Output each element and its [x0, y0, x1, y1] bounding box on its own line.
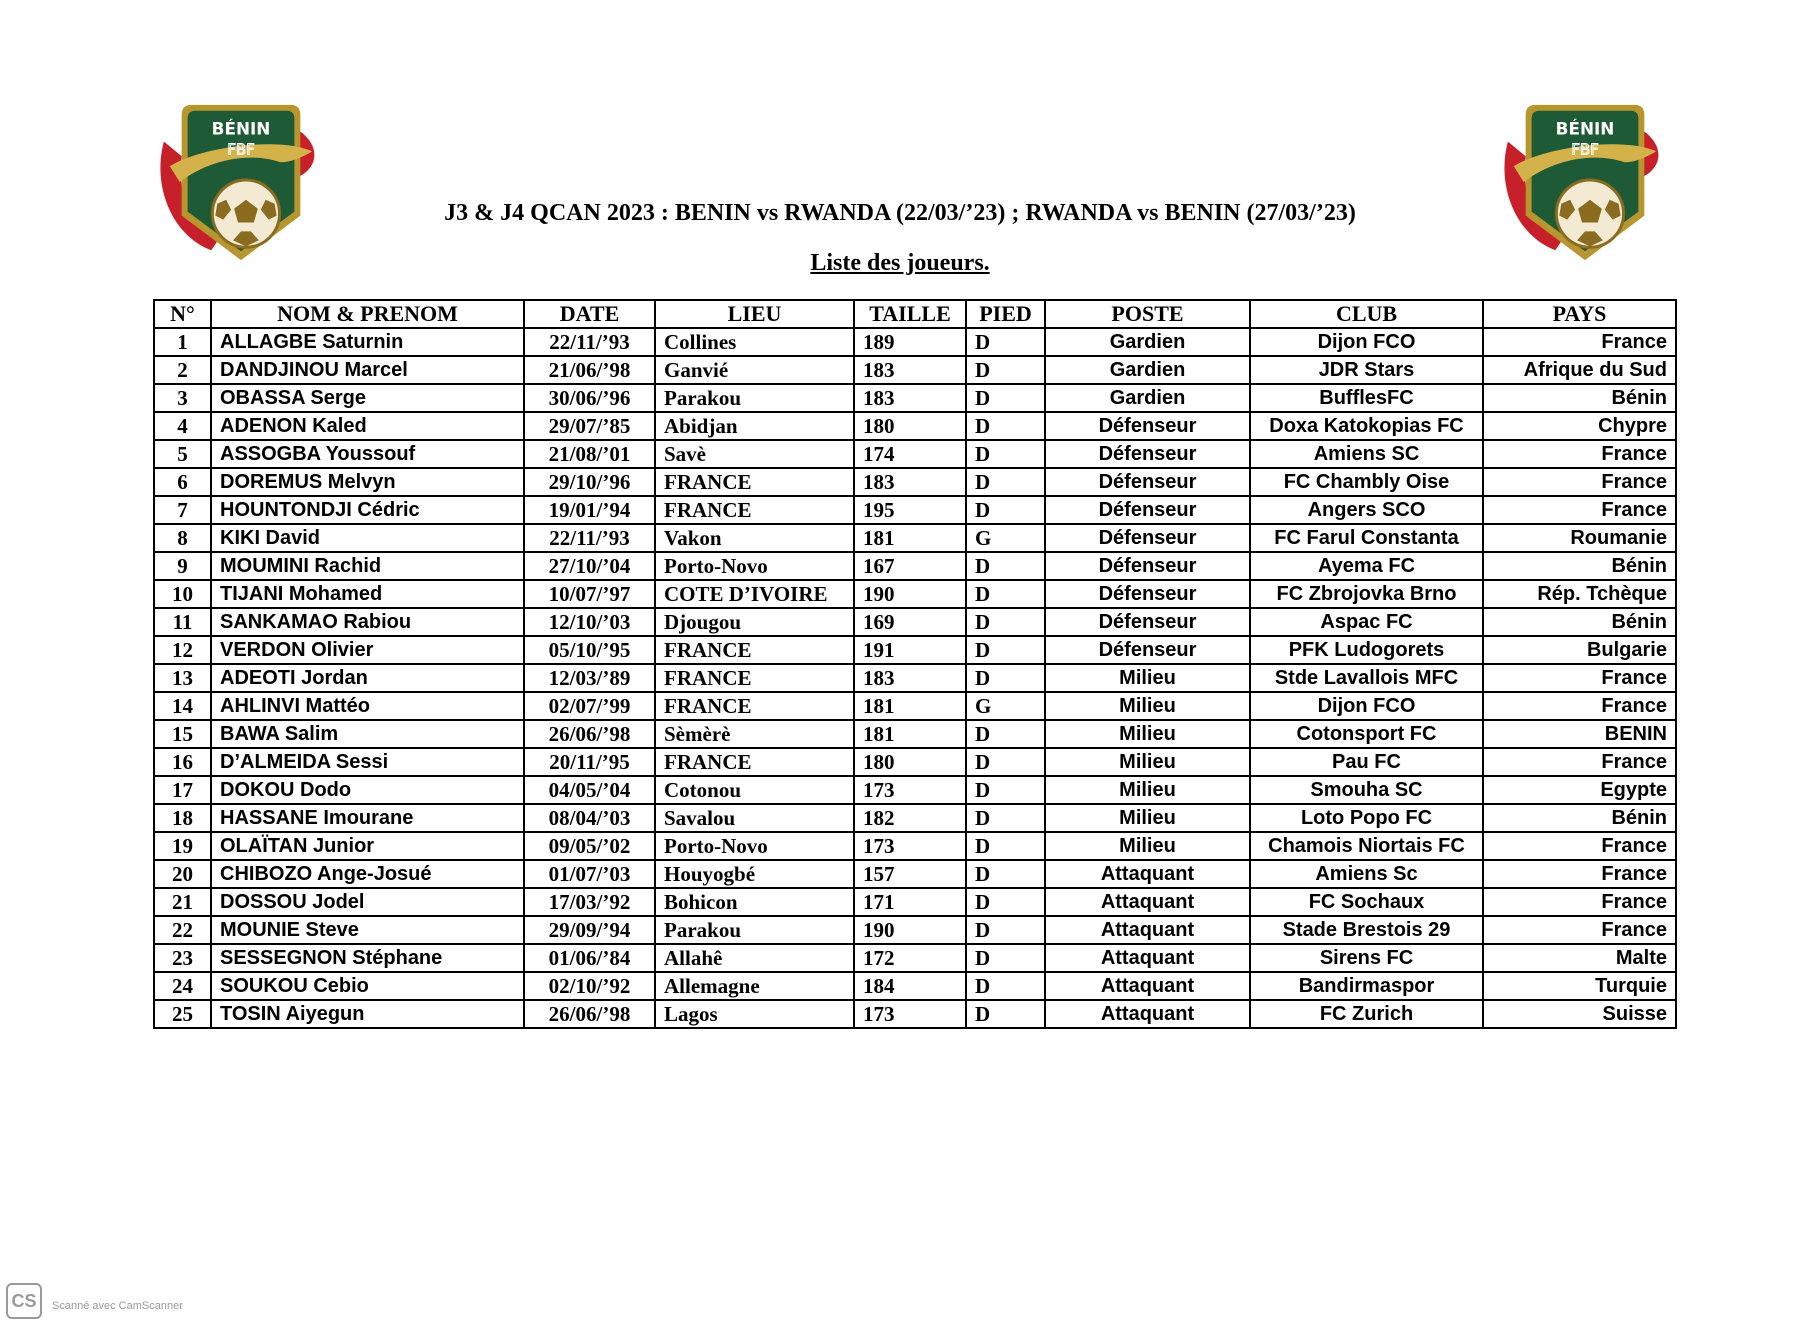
cell-name: OBASSA Serge — [211, 384, 524, 412]
cell-place: COTE D’IVOIRE — [655, 580, 854, 608]
cell-date: 21/08/’01 — [524, 440, 655, 468]
cell-foot: D — [966, 748, 1045, 776]
cell-height: 172 — [854, 944, 966, 972]
cell-country: Egypte — [1483, 776, 1676, 804]
cell-number: 22 — [154, 916, 211, 944]
cell-date: 29/09/’94 — [524, 916, 655, 944]
cell-number: 12 — [154, 636, 211, 664]
cell-foot: D — [966, 608, 1045, 636]
cell-number: 5 — [154, 440, 211, 468]
cell-country: Roumanie — [1483, 524, 1676, 552]
cell-number: 13 — [154, 664, 211, 692]
cell-club: FC Sochaux — [1250, 888, 1483, 916]
cell-country: Bénin — [1483, 384, 1676, 412]
cell-height: 181 — [854, 524, 966, 552]
cell-club: Loto Popo FC — [1250, 804, 1483, 832]
cell-number: 24 — [154, 972, 211, 1000]
table-row — [154, 888, 1676, 916]
cell-position: Défenseur — [1045, 496, 1250, 524]
table-row — [154, 356, 1676, 384]
cell-country: France — [1483, 328, 1676, 356]
cell-height: 184 — [854, 972, 966, 1000]
cell-position: Défenseur — [1045, 608, 1250, 636]
cell-place: FRANCE — [655, 496, 854, 524]
logo-bottom-text: FBF — [1571, 141, 1599, 159]
cell-place: Allahê — [655, 944, 854, 972]
cell-date: 20/11/’95 — [524, 748, 655, 776]
cell-place: Porto-Novo — [655, 552, 854, 580]
table-row — [154, 804, 1676, 832]
cell-foot: D — [966, 972, 1045, 1000]
cell-position: Milieu — [1045, 664, 1250, 692]
cell-number: 16 — [154, 748, 211, 776]
cell-height: 191 — [854, 636, 966, 664]
cell-name: TIJANI Mohamed — [211, 580, 524, 608]
cell-club: Amiens SC — [1250, 440, 1483, 468]
cell-date: 30/06/’96 — [524, 384, 655, 412]
cell-name: DOKOU Dodo — [211, 776, 524, 804]
table-row — [154, 384, 1676, 412]
cell-date: 19/01/’94 — [524, 496, 655, 524]
table-row — [154, 328, 1676, 356]
table-row — [154, 748, 1676, 776]
cell-foot: D — [966, 580, 1045, 608]
cell-place: Savè — [655, 440, 854, 468]
cell-place: Vakon — [655, 524, 854, 552]
cell-number: 18 — [154, 804, 211, 832]
fbf-logo-right — [1496, 96, 1674, 266]
cell-foot: D — [966, 860, 1045, 888]
cell-foot: D — [966, 356, 1045, 384]
cell-place: FRANCE — [655, 636, 854, 664]
cell-position: Attaquant — [1045, 916, 1250, 944]
cell-country: Suisse — [1483, 1000, 1676, 1028]
cell-club: Dijon FCO — [1250, 692, 1483, 720]
cell-club: Sirens FC — [1250, 944, 1483, 972]
cell-country: France — [1483, 860, 1676, 888]
cell-foot: D — [966, 1000, 1045, 1028]
cell-position: Défenseur — [1045, 636, 1250, 664]
cell-club: PFK Ludogorets — [1250, 636, 1483, 664]
cell-position: Défenseur — [1045, 580, 1250, 608]
cell-club: Dijon FCO — [1250, 328, 1483, 356]
cell-place: Lagos — [655, 1000, 854, 1028]
cell-date: 26/06/’98 — [524, 1000, 655, 1028]
cell-place: Bohicon — [655, 888, 854, 916]
cell-position: Milieu — [1045, 748, 1250, 776]
logo-top-text: BÉNIN — [211, 118, 271, 139]
header-number: N° — [154, 300, 211, 328]
cell-place: Parakou — [655, 384, 854, 412]
cell-position: Milieu — [1045, 776, 1250, 804]
cell-date: 21/06/’98 — [524, 356, 655, 384]
cell-club: Stde Lavallois MFC — [1250, 664, 1483, 692]
cell-foot: D — [966, 384, 1045, 412]
cell-place: Djougou — [655, 608, 854, 636]
cell-number: 23 — [154, 944, 211, 972]
table-row — [154, 720, 1676, 748]
cell-club: FC Zbrojovka Brno — [1250, 580, 1483, 608]
cell-country: Bulgarie — [1483, 636, 1676, 664]
cell-foot: G — [966, 524, 1045, 552]
cell-name: HASSANE Imourane — [211, 804, 524, 832]
cell-country: Bénin — [1483, 608, 1676, 636]
cell-foot: D — [966, 888, 1045, 916]
cell-height: 181 — [854, 720, 966, 748]
table-row — [154, 412, 1676, 440]
cell-club: FC Chambly Oise — [1250, 468, 1483, 496]
cell-foot: D — [966, 664, 1045, 692]
cell-position: Milieu — [1045, 692, 1250, 720]
cell-club: Cotonsport FC — [1250, 720, 1483, 748]
table-header-row — [154, 300, 1676, 328]
cell-name: ADEOTI Jordan — [211, 664, 524, 692]
cell-foot: D — [966, 328, 1045, 356]
cell-foot: D — [966, 776, 1045, 804]
table-row — [154, 636, 1676, 664]
cell-place: Sèmèrè — [655, 720, 854, 748]
cell-country: France — [1483, 440, 1676, 468]
header-name: NOM & PRENOM — [211, 300, 524, 328]
cell-number: 21 — [154, 888, 211, 916]
cell-country: France — [1483, 832, 1676, 860]
cell-country: France — [1483, 748, 1676, 776]
cell-name: HOUNTONDJI Cédric — [211, 496, 524, 524]
cell-date: 26/06/’98 — [524, 720, 655, 748]
table-row — [154, 440, 1676, 468]
cell-number: 11 — [154, 608, 211, 636]
cell-position: Milieu — [1045, 804, 1250, 832]
cell-position: Attaquant — [1045, 944, 1250, 972]
cell-name: DOSSOU Jodel — [211, 888, 524, 916]
table-row — [154, 580, 1676, 608]
cell-name: ALLAGBE Saturnin — [211, 328, 524, 356]
cell-height: 190 — [854, 580, 966, 608]
cell-place: Parakou — [655, 916, 854, 944]
table-row — [154, 692, 1676, 720]
cell-club: BufflesFC — [1250, 384, 1483, 412]
cell-name: AHLINVI Mattéo — [211, 692, 524, 720]
cell-place: Abidjan — [655, 412, 854, 440]
cell-date: 17/03/’92 — [524, 888, 655, 916]
cell-place: Allemagne — [655, 972, 854, 1000]
cell-position: Défenseur — [1045, 440, 1250, 468]
cell-position: Attaquant — [1045, 860, 1250, 888]
logo-top-text: BÉNIN — [1555, 118, 1615, 139]
header-club: CLUB — [1250, 300, 1483, 328]
cell-date: 10/07/’97 — [524, 580, 655, 608]
cell-foot: D — [966, 832, 1045, 860]
cell-name: SOUKOU Cebio — [211, 972, 524, 1000]
cell-position: Défenseur — [1045, 552, 1250, 580]
cell-number: 19 — [154, 832, 211, 860]
cell-club: Stade Brestois 29 — [1250, 916, 1483, 944]
cell-number: 15 — [154, 720, 211, 748]
cell-height: 180 — [854, 748, 966, 776]
cell-height: 174 — [854, 440, 966, 468]
cell-country: Malte — [1483, 944, 1676, 972]
table-row — [154, 776, 1676, 804]
cell-number: 8 — [154, 524, 211, 552]
cell-foot: D — [966, 944, 1045, 972]
table-row — [154, 664, 1676, 692]
cell-place: Ganvié — [655, 356, 854, 384]
cell-date: 04/05/’04 — [524, 776, 655, 804]
cell-date: 22/11/’93 — [524, 328, 655, 356]
cell-country: France — [1483, 692, 1676, 720]
cell-name: ADENON Kaled — [211, 412, 524, 440]
cell-position: Gardien — [1045, 356, 1250, 384]
cell-place: FRANCE — [655, 468, 854, 496]
cell-foot: D — [966, 804, 1045, 832]
cell-country: France — [1483, 664, 1676, 692]
table-row — [154, 524, 1676, 552]
cell-place: Savalou — [655, 804, 854, 832]
cell-place: FRANCE — [655, 664, 854, 692]
cell-foot: G — [966, 692, 1045, 720]
cell-name: CHIBOZO Ange-Josué — [211, 860, 524, 888]
table-row — [154, 860, 1676, 888]
cell-club: Pau FC — [1250, 748, 1483, 776]
cell-club: Bandirmaspor — [1250, 972, 1483, 1000]
cell-position: Milieu — [1045, 832, 1250, 860]
cell-country: Bénin — [1483, 552, 1676, 580]
cell-country: France — [1483, 468, 1676, 496]
cell-height: 171 — [854, 888, 966, 916]
cell-height: 167 — [854, 552, 966, 580]
cell-date: 22/11/’93 — [524, 524, 655, 552]
cell-foot: D — [966, 636, 1045, 664]
cell-position: Défenseur — [1045, 524, 1250, 552]
cell-country: BENIN — [1483, 720, 1676, 748]
header-country: PAYS — [1483, 300, 1676, 328]
cell-height: 183 — [854, 356, 966, 384]
header-height: TAILLE — [854, 300, 966, 328]
cell-foot: D — [966, 412, 1045, 440]
cell-name: SESSEGNON Stéphane — [211, 944, 524, 972]
cell-height: 190 — [854, 916, 966, 944]
table-row — [154, 972, 1676, 1000]
cell-name: MOUNIE Steve — [211, 916, 524, 944]
cell-date: 12/03/’89 — [524, 664, 655, 692]
fbf-logo-left — [152, 96, 330, 266]
cell-position: Défenseur — [1045, 412, 1250, 440]
cell-position: Gardien — [1045, 328, 1250, 356]
cell-club: Chamois Niortais FC — [1250, 832, 1483, 860]
cell-place: FRANCE — [655, 692, 854, 720]
cell-country: Bénin — [1483, 804, 1676, 832]
camscanner-text: Scanné avec CamScanner — [52, 1300, 183, 1312]
cell-name: D’ALMEIDA Sessi — [211, 748, 524, 776]
cell-height: 173 — [854, 1000, 966, 1028]
cell-height: 180 — [854, 412, 966, 440]
cell-name: ASSOGBA Youssouf — [211, 440, 524, 468]
cell-height: 173 — [854, 832, 966, 860]
cell-number: 4 — [154, 412, 211, 440]
cell-foot: D — [966, 496, 1045, 524]
cell-club: Aspac FC — [1250, 608, 1483, 636]
cell-height: 183 — [854, 468, 966, 496]
cell-name: BAWA Salim — [211, 720, 524, 748]
cell-date: 08/04/’03 — [524, 804, 655, 832]
cell-date: 29/10/’96 — [524, 468, 655, 496]
cell-position: Attaquant — [1045, 888, 1250, 916]
document-subtitle: Liste des joueurs. — [810, 250, 990, 276]
document-title: J3 & J4 QCAN 2023 : BENIN vs RWANDA (22/03/’23) ; RWANDA vs BENIN (27/03/’23) — [444, 200, 1356, 226]
camscanner-icon: CS — [6, 1283, 42, 1319]
header-date: DATE — [524, 300, 655, 328]
cell-foot: D — [966, 720, 1045, 748]
cell-height: 183 — [854, 664, 966, 692]
cell-country: France — [1483, 916, 1676, 944]
cell-position: Attaquant — [1045, 972, 1250, 1000]
cell-place: Houyogbé — [655, 860, 854, 888]
cell-name: KIKI David — [211, 524, 524, 552]
table-row — [154, 944, 1676, 972]
logo-bottom-text: FBF — [227, 141, 255, 159]
table-row — [154, 552, 1676, 580]
cell-club: Doxa Katokopias FC — [1250, 412, 1483, 440]
table-row — [154, 916, 1676, 944]
cell-date: 12/10/’03 — [524, 608, 655, 636]
cell-height: 183 — [854, 384, 966, 412]
cell-position: Défenseur — [1045, 468, 1250, 496]
cell-number: 14 — [154, 692, 211, 720]
cell-number: 2 — [154, 356, 211, 384]
cell-name: DOREMUS Melvyn — [211, 468, 524, 496]
cell-country: Turquie — [1483, 972, 1676, 1000]
cell-country: France — [1483, 888, 1676, 916]
cell-club: Smouha SC — [1250, 776, 1483, 804]
cell-date: 02/07/’99 — [524, 692, 655, 720]
cell-club: JDR Stars — [1250, 356, 1483, 384]
cell-date: 02/10/’92 — [524, 972, 655, 1000]
cell-club: Ayema FC — [1250, 552, 1483, 580]
cell-position: Attaquant — [1045, 1000, 1250, 1028]
header-foot: PIED — [966, 300, 1045, 328]
cell-number: 3 — [154, 384, 211, 412]
cell-name: SANKAMAO Rabiou — [211, 608, 524, 636]
cell-number: 17 — [154, 776, 211, 804]
cell-name: OLAÏTAN Junior — [211, 832, 524, 860]
cell-number: 1 — [154, 328, 211, 356]
cell-club: Amiens Sc — [1250, 860, 1483, 888]
cell-date: 27/10/’04 — [524, 552, 655, 580]
cell-place: Porto-Novo — [655, 832, 854, 860]
cell-date: 09/05/’02 — [524, 832, 655, 860]
cell-place: Cotonou — [655, 776, 854, 804]
cell-place: Collines — [655, 328, 854, 356]
cell-date: 01/07/’03 — [524, 860, 655, 888]
cell-number: 6 — [154, 468, 211, 496]
players-table — [153, 299, 1677, 1029]
cell-place: FRANCE — [655, 748, 854, 776]
table-row — [154, 1000, 1676, 1028]
table-row — [154, 496, 1676, 524]
cell-height: 157 — [854, 860, 966, 888]
cell-date: 01/06/’84 — [524, 944, 655, 972]
cell-country: Chypre — [1483, 412, 1676, 440]
cell-foot: D — [966, 552, 1045, 580]
cell-country: France — [1483, 496, 1676, 524]
cell-club: FC Zurich — [1250, 1000, 1483, 1028]
cell-name: MOUMINI Rachid — [211, 552, 524, 580]
cell-date: 05/10/’95 — [524, 636, 655, 664]
cell-foot: D — [966, 916, 1045, 944]
cell-height: 195 — [854, 496, 966, 524]
header-position: POSTE — [1045, 300, 1250, 328]
cell-country: Afrique du Sud — [1483, 356, 1676, 384]
cell-height: 181 — [854, 692, 966, 720]
cell-position: Gardien — [1045, 384, 1250, 412]
cell-number: 20 — [154, 860, 211, 888]
cell-country: Rép. Tchèque — [1483, 580, 1676, 608]
cell-number: 10 — [154, 580, 211, 608]
cell-number: 9 — [154, 552, 211, 580]
cell-name: VERDON Olivier — [211, 636, 524, 664]
cell-foot: D — [966, 468, 1045, 496]
cell-height: 173 — [854, 776, 966, 804]
cell-club: FC Farul Constanta — [1250, 524, 1483, 552]
cell-position: Milieu — [1045, 720, 1250, 748]
cell-foot: D — [966, 440, 1045, 468]
cell-club: Angers SCO — [1250, 496, 1483, 524]
header-place: LIEU — [655, 300, 854, 328]
cell-name: TOSIN Aiyegun — [211, 1000, 524, 1028]
cell-number: 25 — [154, 1000, 211, 1028]
cell-number: 7 — [154, 496, 211, 524]
cell-height: 169 — [854, 608, 966, 636]
table-row — [154, 468, 1676, 496]
cell-date: 29/07/’85 — [524, 412, 655, 440]
cell-height: 182 — [854, 804, 966, 832]
table-row — [154, 608, 1676, 636]
table-row — [154, 832, 1676, 860]
cell-height: 189 — [854, 328, 966, 356]
cell-name: DANDJINOU Marcel — [211, 356, 524, 384]
